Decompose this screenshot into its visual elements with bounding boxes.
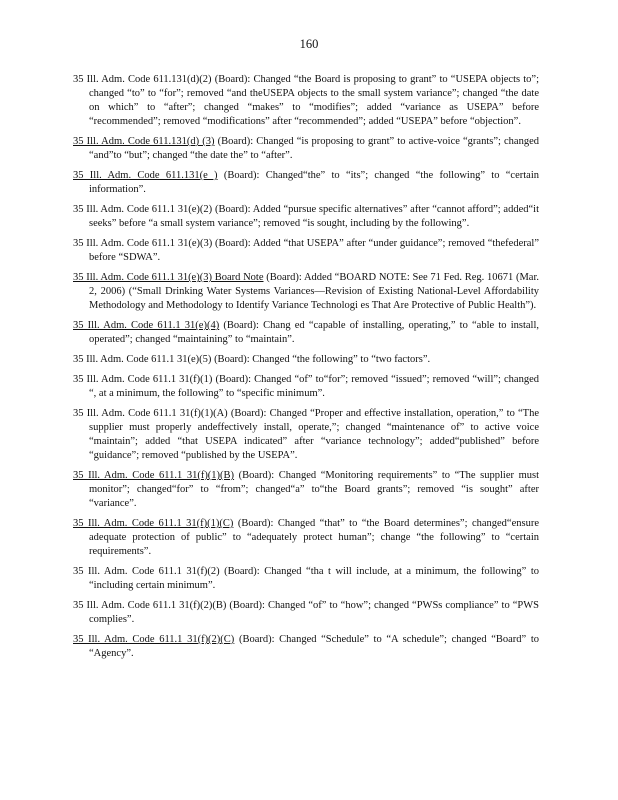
- amendment-entry: [73, 407, 539, 463]
- entry-citation: 35 Ill. Adm. Code 611.1 31(e)(5): [73, 354, 212, 365]
- entry-description: (Board): Changed “Schedule” to “A schedule”; changed “Board” to “Agency”.: [89, 634, 539, 659]
- page-number: 160: [299, 37, 319, 51]
- amendment-entry: [73, 319, 539, 347]
- amendment-entry: [73, 135, 539, 163]
- amendment-entry: [73, 169, 539, 197]
- amendment-entry: [73, 73, 539, 129]
- entry-citation: 35 Ill. Adm. Code 611.1 31(e)(3): [73, 238, 213, 249]
- entry-description: (Board): Changed “Proper and effective installation, operation,” to “The supplier must properly andeffectively install, operate,”; changed “maintenance of” to active voice “maintain”; added “that USEPA indicated” after “variance technology”; added“published” before “guidance”; removed “published by the USEPA”.: [89, 408, 539, 461]
- amendment-entry: [73, 469, 539, 511]
- entry-citation: 35 Ill. Adm. Code 611.1 31(f)(2): [73, 566, 220, 577]
- entry-description: (Board): Changed “of” to “how”; changed “PWSs compliance” to “PWS complies”.: [89, 600, 539, 625]
- entry-description: (Board): Changed “tha t will include, at a minimum, the following” to “including certain minimum”.: [89, 566, 539, 591]
- entry-description: (Board): Changed “of” to“for”; removed “issued”; removed “will”; changed “, at a minimum, the following” to “specific minimum”.: [89, 374, 540, 399]
- amendment-entry: [73, 271, 539, 313]
- amendment-entry: [73, 203, 539, 231]
- entry-description: (Board): Added “that USEPA” after “under guidance”; removed “thefederal” before “SDWA”.: [89, 238, 539, 263]
- entry-description: (Board): Added “pursue specific alternatives” after “cannot afford”; added“it seeks” before “a small system variance”; removed “is sought, including by the following”.: [89, 204, 539, 229]
- entry-citation: 35 Ill. Adm. Code 611.1 31(e)(2): [73, 204, 213, 215]
- amendment-entry: [73, 373, 539, 401]
- amendment-entry: [73, 599, 539, 627]
- entry-citation: 35 Ill. Adm. Code 611.1 31(e)(4): [73, 320, 220, 331]
- entry-citation: 35 Ill. Adm. Code 611.1 31(f)(1)(B): [73, 470, 235, 481]
- amendment-entry: [73, 565, 539, 593]
- entry-citation: 35 Ill. Adm. Code 611.1 31(f)(1)(C): [73, 518, 234, 529]
- entry-citation: 35 Ill. Adm. Code 611.1 31(f)(1): [73, 374, 213, 385]
- entry-description: (Board): Chang ed “capable of installing, operating,” to “able to install, operated”; changed “maintaining” to “maintain”.: [89, 320, 539, 345]
- entry-citation: 35 Ill. Adm. Code 611.1 31(f)(2)(B): [73, 600, 227, 611]
- entry-citation: 35 Ill. Adm. Code 611.131(d)(2): [73, 74, 212, 85]
- entry-description: (Board): Changed “that” to “the Board determines”; changed“ensure adequate protection of public” to “adequately protect human”; change “the following” to “certain requirements”.: [89, 518, 539, 557]
- entry-description: (Board): Changed “the following” to “two factors”.: [211, 354, 431, 365]
- amendment-entry: [73, 237, 539, 265]
- amendment-entry: [73, 633, 539, 661]
- entry-citation: 35 Ill. Adm. Code 611.131(d) (3): [73, 136, 215, 147]
- entry-description: (Board): Changed “is proposing to grant” to active-voice “grants”; changed “and”to “but”; changed “the date the” to “after”.: [89, 136, 540, 161]
- amendment-list: [73, 73, 539, 667]
- entry-description: (Board): Added “BOARD NOTE: See 71 Fed. Reg. 10671 (Mar. 2, 2006) (“Small Drinking Water Systems Variances—Revision of Existing National-Level Affordability Methodology and Methodology to Identify Variance Technologi es That Are Protective of Public Health”).: [89, 272, 539, 311]
- entry-citation: 35 Ill. Adm. Code 611.1 31(e)(3) Board Note: [73, 272, 264, 283]
- entry-description: (Board): Changed “Monitoring requirements” to “The supplier must monitor”; changed“for” to “from”; changed“a” to“the Board grants”; removed “is sought” after “variance”.: [89, 470, 539, 509]
- entry-citation: 35 Ill. Adm. Code 611.1 31(f)(1)(A): [73, 408, 228, 419]
- amendment-entry: [73, 353, 539, 367]
- entry-citation: 35 Ill. Adm. Code 611.131(e ): [73, 170, 218, 181]
- amendment-entry: [73, 517, 539, 559]
- entry-description: (Board): Changed “the Board is proposing to grant” to “USEPA objects to”; changed “to” to “for”; removed “and theUSEPA objects to the small system variance”; changed “the date on which” to “after”; changed “makes” to “modifies”; added “variance as USEPA” before “recommended”; removed “modifications” after “recommended”; added “USEPA” before “objection”.: [89, 74, 539, 127]
- entry-description: (Board): Changed“the” to “its”; changed “the following” to “certain information”.: [89, 170, 539, 195]
- entry-citation: 35 Ill. Adm. Code 611.1 31(f)(2)(C): [73, 634, 235, 645]
